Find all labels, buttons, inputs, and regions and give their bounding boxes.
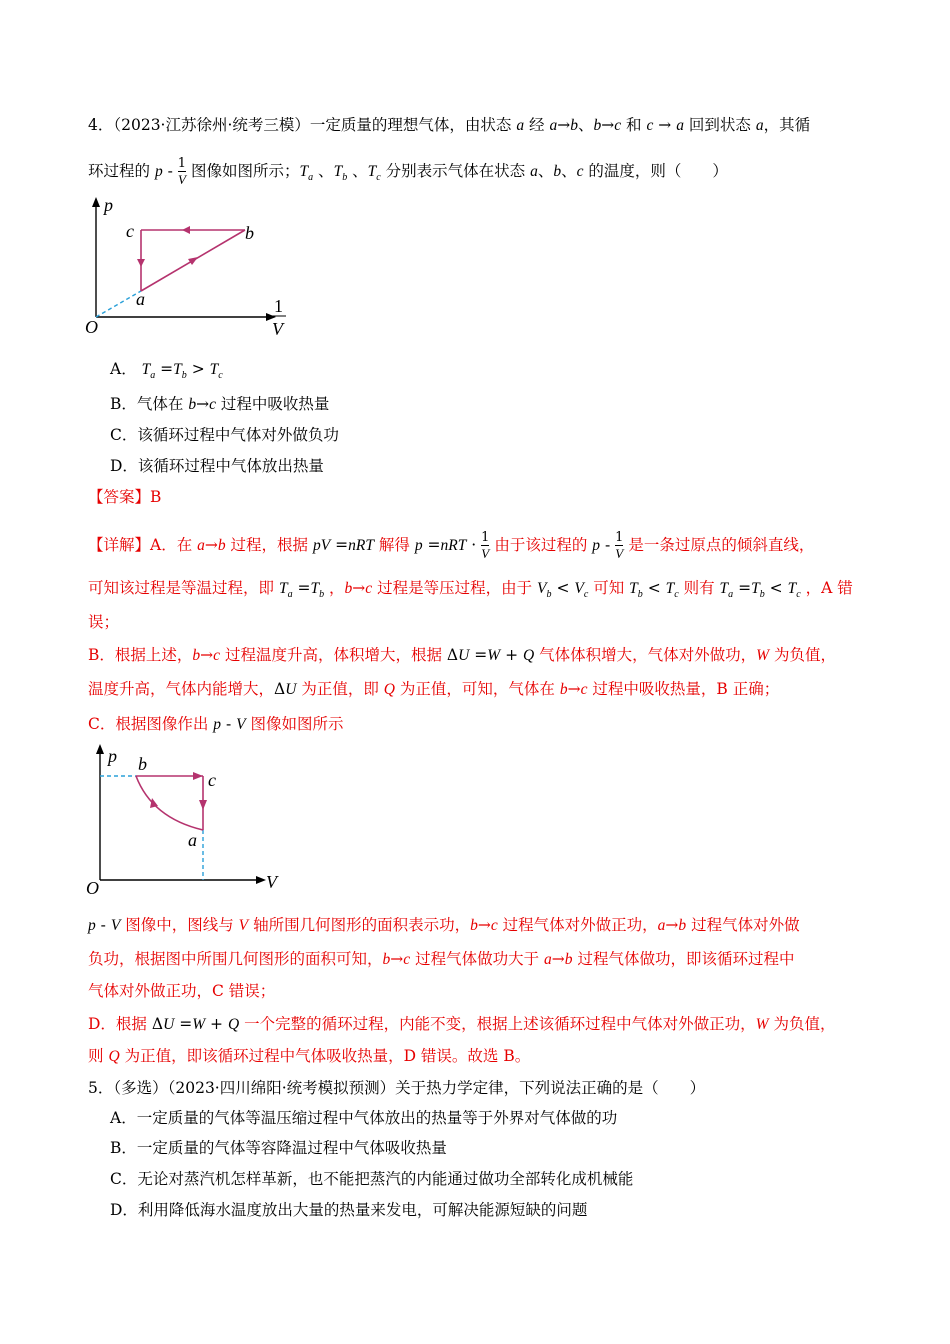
fig2-curve-a-b (136, 776, 203, 830)
fig1-p-label: p (104, 195, 113, 215)
fig1-b-label: b (245, 223, 254, 243)
q5-option-b: B．一定质量的气体等容降温过程中气体吸收热量 (110, 1139, 447, 1157)
detail-line-6: C．根据图像作出 p - V 图像如图所示 (88, 715, 344, 733)
fig2-origin-label: O (86, 878, 99, 898)
fig2-p-label: p (108, 746, 117, 766)
fig1-x-den: V (272, 319, 283, 339)
fig2-y-axis-arrow-icon (96, 744, 104, 754)
fig2-arrow-b-c-icon (193, 772, 203, 780)
detail-line-3: 误； (88, 613, 120, 631)
fig1-x-num: 1 (274, 296, 283, 316)
q4-option-a: A． $T_a =T_b > T_c$ (110, 360, 223, 382)
fig2-v-label: V (266, 872, 277, 892)
p-inverse-v-graph (80, 195, 300, 345)
p-v-graph (80, 738, 310, 898)
fig2-b-label: b (138, 754, 147, 774)
detail-line-9: 气体对外做正功，C 错误； (88, 982, 276, 1000)
detail-line-5: 温度升高，气体内能增大，ΔU 为正值，即 Q 为正值，可知，气体在 b→c 过程中吸收热量，B 正确； (88, 680, 780, 698)
fig2-arrow-c-a-icon (199, 800, 207, 810)
arrow-c-a-icon (137, 259, 145, 267)
q4-option-d: D．该循环过程中气体放出热量 (110, 457, 324, 475)
detail-line-2: 可知该过程是等温过程，即 $T_a =T_b$ ，b→c 过程是等压过程，由于 $V_b < V_c$ 可知 $T_b < T_c$ 则有 $T_a =T_b < T_c$ ，A 错 (88, 579, 853, 601)
detail-line-11: 则 Q 为正值，即该循环过程中气体吸收热量，D 错误。故选 B。 (88, 1047, 531, 1065)
fig2-a-label: a (188, 830, 197, 850)
q5-option-a: A．一定质量的气体等温压缩过程中气体放出的热量等于外界对气体做的功 (110, 1109, 618, 1127)
detail-line-4: B．根据上述，b→c 过程温度升高，体积增大，根据 ΔU =W + Q 气体体积增大，气体对外做功，W 为负值， (88, 646, 836, 664)
q4-stem-line1: 4．（2023·江苏徐州·统考三模）一定质量的理想气体，由状态 a 经 a→b、b→c 和 c → a 回到状态 a，其循 (88, 116, 811, 134)
fig2-c-label: c (208, 770, 216, 790)
y-axis-arrow-icon (92, 197, 100, 207)
q4-option-c: C．该循环过程中气体对外做负功 (110, 426, 339, 444)
arrow-b-c-icon (182, 226, 190, 234)
q5-stem: 5．（多选）（2023·四川绵阳·统考模拟预测）关于热力学定律，下列说法正确的是（ ） (88, 1079, 706, 1097)
fig1-origin-label: O (85, 317, 98, 337)
answer-label: 【答案】B (88, 488, 162, 506)
detail-line-8: 负功，根据图中所围几何图形的面积可知，b→c 过程气体做功大于 a→b 过程气体做功，即该循环过程中 (88, 950, 795, 968)
fig1-a-label: a (136, 289, 145, 309)
dashed-origin-line (96, 291, 141, 317)
q4-stem-line2: 环过程的 p - $\frac{1}{V}$ 图像如图所示；$T_a$ 、$T_b$ 、$T_c$ 分别表示气体在状态 a、b、c 的温度，则（ ） (88, 156, 728, 187)
detail-line-10: D．根据 ΔU =W + Q 一个完整的循环过程，内能不变，根据上述该循环过程中气体对外做正功，W 为负值， (88, 1015, 836, 1033)
fig1-c-label: c (126, 221, 134, 241)
q4-option-b: B．气体在 b→c 过程中吸收热量 (110, 395, 330, 413)
arrow-a-b-icon (188, 257, 198, 265)
q5-option-c: C．无论对蒸汽机怎样革新，也不能把蒸汽的内能通过做功全部转化成机械能 (110, 1170, 634, 1188)
fig2-x-axis-arrow-icon (256, 876, 266, 884)
detail-line-7: p - V 图像中，图线与 V 轴所围几何图形的面积表示功，b→c 过程气体对外做正功，a→b 过程气体对外做 (88, 916, 800, 934)
q5-option-d: D．利用降低海水温度放出大量的热量来发电，可解决能源短缺的问题 (110, 1201, 588, 1219)
detail-line-1: 【详解】A．在 a→b 过程，根据 pV =nRT 解得 p =nRT · $\frac{1}{V}$ 由于该过程的 p - $\frac{1}{V}$ 是一条过原点的倾斜直线， (88, 530, 815, 561)
